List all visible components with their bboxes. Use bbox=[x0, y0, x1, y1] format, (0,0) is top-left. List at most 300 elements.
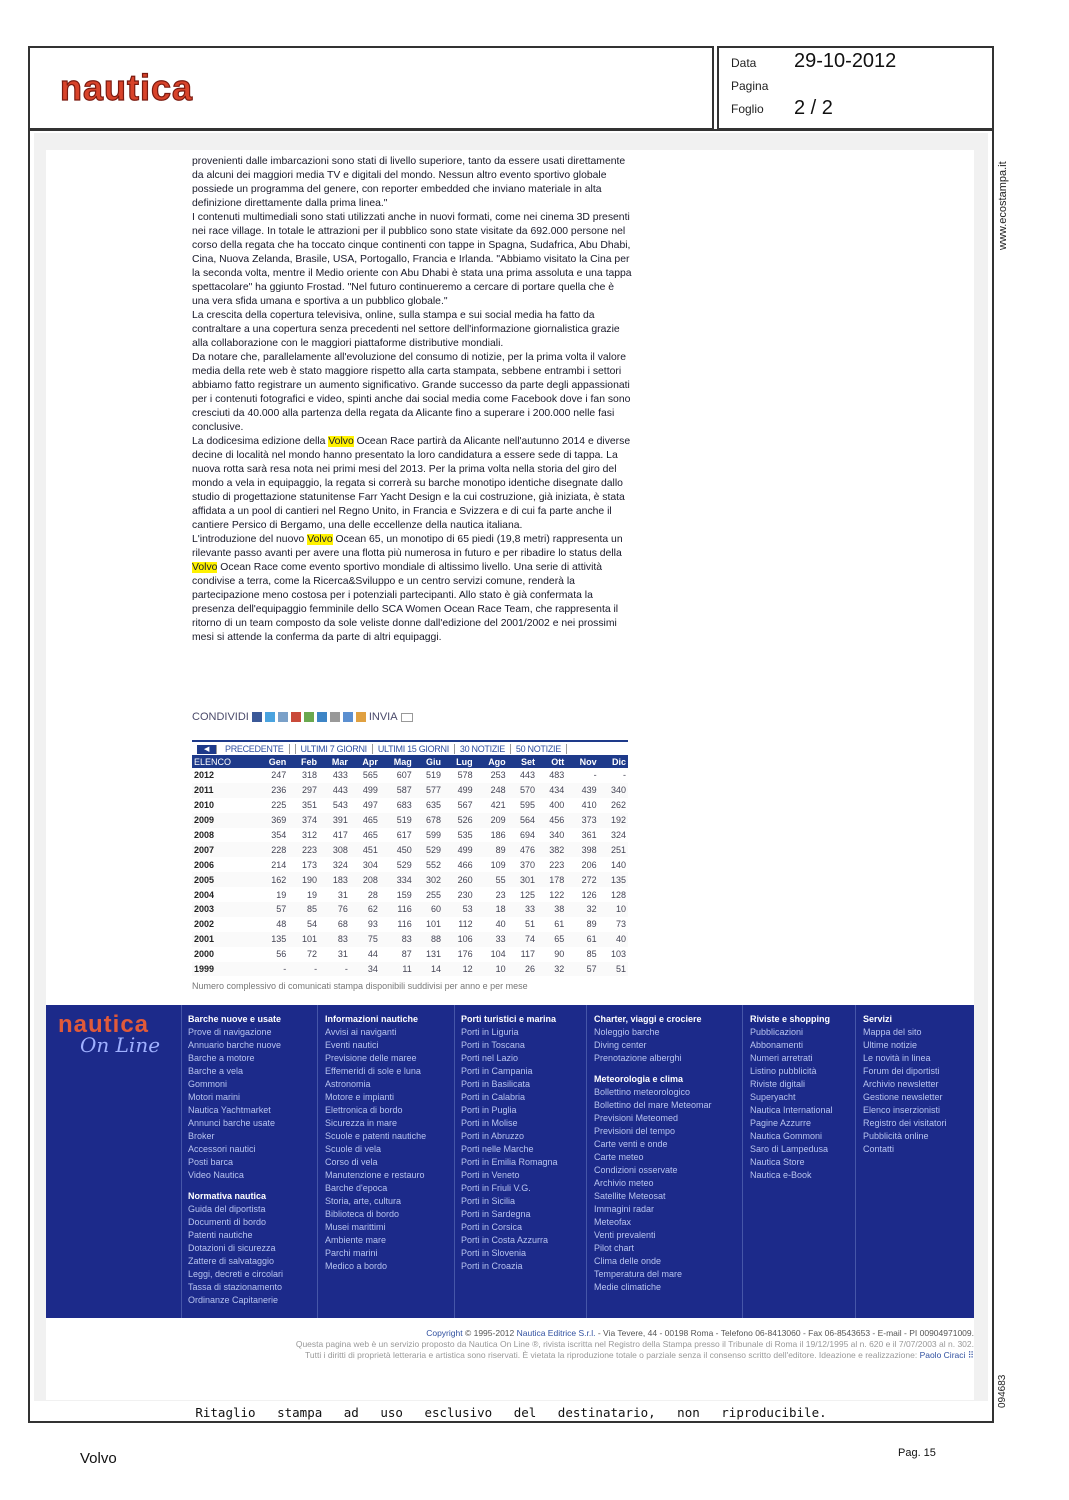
footer-link[interactable]: Nautica International bbox=[750, 1105, 833, 1115]
count-cell[interactable]: 450 bbox=[380, 842, 414, 857]
count-cell[interactable]: 206 bbox=[581, 859, 597, 870]
footer-link[interactable]: Porti in Campania bbox=[461, 1066, 533, 1076]
count-cell[interactable]: 126 bbox=[581, 889, 597, 900]
footer-link[interactable]: Motori marini bbox=[188, 1092, 241, 1102]
count-cell[interactable]: 19 bbox=[307, 889, 318, 900]
count-cell[interactable]: 354 bbox=[271, 830, 287, 840]
count-cell[interactable]: 18 bbox=[475, 902, 508, 917]
count-cell[interactable]: 230 bbox=[457, 889, 473, 900]
footer-link[interactable]: Porti in Molise bbox=[461, 1118, 518, 1128]
facebook-icon[interactable] bbox=[252, 712, 262, 722]
count-cell[interactable]: 499 bbox=[443, 783, 475, 798]
share-icon[interactable] bbox=[317, 712, 327, 722]
table-row bbox=[192, 857, 628, 872]
share-icon[interactable] bbox=[304, 712, 314, 722]
footer-link[interactable]: Nautica Store bbox=[750, 1157, 805, 1167]
count-cell[interactable]: 190 bbox=[288, 872, 319, 887]
share-icon[interactable] bbox=[343, 712, 353, 722]
count-cell[interactable]: 131 bbox=[426, 949, 442, 960]
count-cell[interactable]: 456 bbox=[537, 813, 566, 828]
count-cell[interactable]: 308 bbox=[319, 842, 350, 857]
tab-30-notizie[interactable]: 30 NOTIZIE bbox=[455, 744, 511, 754]
count-cell[interactable]: 587 bbox=[380, 783, 414, 798]
count-cell[interactable]: 68 bbox=[337, 919, 348, 930]
footer-link[interactable]: Nautica e-Book bbox=[750, 1170, 812, 1180]
count-cell[interactable]: 529 bbox=[414, 842, 443, 857]
count-cell[interactable]: 223 bbox=[288, 842, 319, 857]
count-cell[interactable]: 262 bbox=[610, 800, 626, 811]
copyright-rights: Tutti i diritti di proprietà letteraria e artistica sono riservati. È vietata la riproduzione totale o parziale senza il consenso scritto dell'editore. Ideazione e realizzazione: bbox=[305, 1350, 920, 1360]
footer-link[interactable]: Pubblicazioni bbox=[750, 1027, 804, 1037]
footer-link[interactable]: Porti in Corsica bbox=[461, 1222, 523, 1232]
footer-link[interactable]: Sicurezza in mare bbox=[325, 1118, 398, 1128]
count-cell[interactable]: 272 bbox=[566, 872, 598, 887]
footer-link[interactable]: Saro di Lampedusa bbox=[750, 1144, 829, 1154]
footer-link[interactable]: Archivio meteo bbox=[594, 1178, 654, 1188]
count-cell[interactable]: 87 bbox=[401, 949, 412, 960]
footer-link[interactable]: Superyacht bbox=[750, 1092, 796, 1102]
footer-link[interactable]: Meteofax bbox=[594, 1217, 632, 1227]
count-cell[interactable]: 34 bbox=[350, 962, 380, 977]
footer-link[interactable]: Satellite Meteosat bbox=[594, 1191, 666, 1201]
count-cell[interactable]: 10 bbox=[475, 962, 508, 977]
count-cell[interactable]: 128 bbox=[610, 889, 626, 900]
count-cell[interactable]: 565 bbox=[362, 770, 378, 781]
footer-link[interactable]: Broker bbox=[188, 1131, 215, 1141]
count-cell[interactable]: 101 bbox=[288, 932, 319, 947]
count-cell[interactable]: 44 bbox=[367, 949, 378, 960]
count-cell[interactable]: 10 bbox=[599, 902, 628, 917]
count-cell[interactable]: 443 bbox=[319, 783, 350, 798]
count-cell[interactable]: 76 bbox=[319, 902, 350, 917]
count-cell[interactable]: 75 bbox=[350, 932, 380, 947]
count-cell[interactable]: 65 bbox=[537, 932, 566, 947]
count-cell[interactable]: 443 bbox=[519, 770, 535, 781]
footer-link[interactable]: Storia, arte, cultura bbox=[325, 1196, 402, 1206]
footer-link[interactable]: Porti in Sicilia bbox=[461, 1196, 516, 1206]
footer-link[interactable]: Barche a motore bbox=[188, 1053, 255, 1063]
count-cell[interactable]: 140 bbox=[610, 859, 626, 870]
count-cell[interactable]: 122 bbox=[549, 889, 565, 900]
count-cell[interactable]: 535 bbox=[457, 830, 473, 840]
footer-link[interactable]: Diving center bbox=[594, 1040, 647, 1050]
share-icon[interactable] bbox=[291, 712, 301, 722]
count-cell[interactable]: 607 bbox=[396, 770, 412, 781]
footer-link[interactable]: Porti in Emilia Romagna bbox=[461, 1157, 558, 1167]
footer-link[interactable]: Medico a bordo bbox=[325, 1261, 388, 1271]
count-cell[interactable]: 117 bbox=[520, 949, 535, 960]
count-cell[interactable]: 101 bbox=[426, 919, 442, 930]
count-cell[interactable]: 214 bbox=[271, 859, 287, 870]
count-cell[interactable]: 519 bbox=[426, 770, 442, 781]
count-cell[interactable]: 361 bbox=[581, 830, 597, 840]
count-cell[interactable]: 23 bbox=[495, 889, 506, 900]
count-cell[interactable]: 112 bbox=[458, 919, 473, 930]
count-cell[interactable]: 439 bbox=[566, 783, 598, 798]
footer-link[interactable]: Pagine Azzurre bbox=[750, 1118, 812, 1128]
count-cell[interactable]: 421 bbox=[490, 800, 506, 811]
count-cell[interactable]: 32 bbox=[537, 962, 566, 977]
footer-link[interactable]: Prenotazione alberghi bbox=[594, 1053, 682, 1063]
count-cell[interactable]: 369 bbox=[255, 813, 288, 828]
footer-link[interactable]: Dotazioni di sicurezza bbox=[188, 1243, 276, 1253]
tab-50-notizie[interactable]: 50 NOTIZIE bbox=[511, 744, 567, 754]
footer-link[interactable]: Abbonamenti bbox=[750, 1040, 804, 1050]
count-cell[interactable]: 116 bbox=[397, 919, 412, 930]
footer-link[interactable]: Nautica Gommoni bbox=[750, 1131, 823, 1141]
count-cell[interactable]: 173 bbox=[302, 859, 318, 870]
count-cell[interactable]: 382 bbox=[537, 842, 566, 857]
elenco-header: ELENCO bbox=[192, 755, 255, 768]
count-cell[interactable]: 577 bbox=[414, 783, 443, 798]
count-cell[interactable]: 31 bbox=[337, 889, 348, 900]
count-cell[interactable]: 57 bbox=[255, 902, 288, 917]
footer-link[interactable]: Annunci barche usate bbox=[188, 1118, 276, 1128]
ecostampa-url: www.ecostampa.it bbox=[997, 161, 1009, 250]
footer-link[interactable]: Contatti bbox=[863, 1144, 895, 1154]
count-cell[interactable]: 694 bbox=[519, 830, 535, 840]
count-cell[interactable]: - bbox=[319, 962, 350, 977]
count-cell[interactable]: 595 bbox=[519, 800, 535, 811]
count-cell[interactable]: 312 bbox=[302, 830, 318, 840]
count-cell[interactable]: 61 bbox=[566, 932, 598, 947]
table-row bbox=[192, 828, 628, 843]
footer-link[interactable]: Clima delle onde bbox=[594, 1256, 662, 1266]
footer-link[interactable]: Immagini radar bbox=[594, 1204, 655, 1214]
footer-link[interactable]: Numeri arretrati bbox=[750, 1053, 813, 1063]
count-cell[interactable]: 400 bbox=[549, 800, 565, 811]
count-cell[interactable]: 61 bbox=[554, 919, 565, 930]
count-cell[interactable]: 255 bbox=[426, 889, 442, 900]
count-cell[interactable]: 351 bbox=[302, 800, 318, 811]
count-cell[interactable]: 57 bbox=[566, 962, 598, 977]
invia-label[interactable]: INVIA bbox=[368, 711, 398, 723]
count-cell[interactable]: 617 bbox=[396, 830, 412, 840]
count-cell[interactable]: 89 bbox=[586, 919, 597, 930]
count-cell[interactable]: 251 bbox=[599, 842, 628, 857]
count-cell[interactable]: 208 bbox=[350, 872, 380, 887]
count-cell[interactable]: 678 bbox=[414, 813, 443, 828]
count-cell[interactable]: 340 bbox=[549, 830, 565, 840]
table-row bbox=[192, 902, 628, 917]
footer-link[interactable]: Bollettino meteorologico bbox=[594, 1087, 691, 1097]
count-cell[interactable]: 451 bbox=[350, 842, 380, 857]
count-cell[interactable]: 103 bbox=[610, 949, 626, 960]
count-cell[interactable]: 301 bbox=[508, 872, 537, 887]
nautica-online-logo[interactable] bbox=[58, 1011, 168, 1057]
tab-ultimi-7[interactable]: ULTIMI 7 GIORNI bbox=[296, 744, 373, 754]
count-cell[interactable]: 74 bbox=[508, 932, 537, 947]
footer-link[interactable]: Registro dei visitatori bbox=[863, 1118, 947, 1128]
footer-link[interactable]: Porti in Liguria bbox=[461, 1027, 519, 1037]
count-cell[interactable]: 53 bbox=[443, 902, 475, 917]
count-cell[interactable]: - bbox=[593, 770, 597, 781]
count-cell[interactable]: 162 bbox=[255, 872, 288, 887]
count-cell[interactable]: 83 bbox=[380, 932, 414, 947]
share-icon[interactable] bbox=[278, 712, 288, 722]
footer-link[interactable]: Avvisi ai naviganti bbox=[325, 1027, 397, 1037]
author-link[interactable]: Paolo Ciraci bbox=[919, 1350, 966, 1360]
footer-link[interactable]: Accessori nautici bbox=[188, 1144, 256, 1154]
footer-link[interactable]: Riviste digitali bbox=[750, 1079, 806, 1089]
count-cell[interactable]: 236 bbox=[255, 783, 288, 798]
footer-link[interactable]: Noleggio barche bbox=[594, 1027, 660, 1037]
footer-link[interactable]: Porti in Costa Azzurra bbox=[461, 1235, 549, 1245]
count-cell[interactable]: 578 bbox=[457, 770, 473, 781]
count-cell[interactable]: 374 bbox=[288, 813, 319, 828]
footer-link[interactable]: Annuario barche nuove bbox=[188, 1040, 282, 1050]
clipping-disclaimer: Ritaglio stampa ad uso esclusivo del destinatario, non riproducibile. bbox=[195, 1405, 827, 1420]
count-cell[interactable]: 297 bbox=[288, 783, 319, 798]
footer-link[interactable]: Pubblicità online bbox=[863, 1131, 929, 1141]
table-row bbox=[192, 768, 628, 783]
count-cell[interactable]: 176 bbox=[457, 949, 473, 960]
count-cell[interactable]: 135 bbox=[599, 872, 628, 887]
count-cell[interactable]: 483 bbox=[549, 770, 565, 781]
tab-ultimi-15[interactable]: ULTIMI 15 GIORNI bbox=[373, 744, 455, 754]
footer-link[interactable]: Listino pubblicità bbox=[750, 1066, 817, 1076]
mail-icon[interactable] bbox=[401, 713, 413, 722]
footer-link[interactable]: Astronomia bbox=[325, 1079, 371, 1089]
footer-link[interactable]: Patenti nautiche bbox=[188, 1230, 253, 1240]
footer-link[interactable]: Porti in Basilicata bbox=[461, 1079, 531, 1089]
footer-link[interactable]: Prove di navigazione bbox=[188, 1027, 272, 1037]
footer-link[interactable]: Corso di vela bbox=[325, 1157, 378, 1167]
count-cell[interactable]: 72 bbox=[307, 949, 318, 960]
count-cell[interactable]: 56 bbox=[276, 949, 287, 960]
footer-link[interactable]: Carte venti e onde bbox=[594, 1139, 668, 1149]
footer-link[interactable]: Scuole di vela bbox=[325, 1144, 382, 1154]
footer-link[interactable]: Porti in Puglia bbox=[461, 1105, 517, 1115]
count-cell[interactable]: 476 bbox=[508, 842, 537, 857]
footer-link[interactable]: Parchi marini bbox=[325, 1248, 378, 1258]
footer-link[interactable]: Zattere di salvataggio bbox=[188, 1256, 275, 1266]
footer-link[interactable]: Porti in Slovenia bbox=[461, 1248, 527, 1258]
footer-link[interactable]: Forum dei diportisti bbox=[863, 1066, 940, 1076]
count-cell[interactable]: 183 bbox=[319, 872, 350, 887]
footer-link[interactable]: Porti in Toscana bbox=[461, 1040, 525, 1050]
count-cell[interactable]: 302 bbox=[414, 872, 443, 887]
footer-logo-bottom: On Line bbox=[80, 1033, 161, 1057]
footer-link[interactable]: Manutenzione e restauro bbox=[325, 1170, 425, 1180]
count-cell[interactable]: 89 bbox=[475, 842, 508, 857]
count-cell[interactable]: 93 bbox=[367, 919, 378, 930]
count-cell[interactable]: 60 bbox=[414, 902, 443, 917]
footer-link[interactable]: Eventi nautici bbox=[325, 1040, 379, 1050]
footer-link[interactable]: Le novità in linea bbox=[863, 1053, 931, 1063]
count-cell[interactable]: 228 bbox=[255, 842, 288, 857]
count-cell[interactable]: 324 bbox=[332, 859, 348, 870]
footer-link[interactable]: Scuole e patenti nautiche bbox=[325, 1131, 427, 1141]
count-cell[interactable]: 635 bbox=[426, 800, 442, 811]
count-cell[interactable]: 12 bbox=[443, 962, 475, 977]
footer-link[interactable]: Effemeridi di sole e luna bbox=[325, 1066, 421, 1076]
footer-link[interactable]: Elettronica di bordo bbox=[325, 1105, 403, 1115]
footer-link[interactable]: Gommoni bbox=[188, 1079, 228, 1089]
count-cell[interactable]: 186 bbox=[490, 830, 506, 840]
count-cell[interactable]: 83 bbox=[319, 932, 350, 947]
footer-link[interactable]: Video Nautica bbox=[188, 1170, 244, 1180]
count-cell[interactable]: 90 bbox=[554, 949, 565, 960]
footer-link[interactable]: Ultime notizie bbox=[863, 1040, 918, 1050]
footer-link[interactable]: Musei marittimi bbox=[325, 1222, 386, 1232]
count-cell[interactable]: 73 bbox=[615, 919, 626, 930]
footer-link[interactable]: Porti in Calabria bbox=[461, 1092, 526, 1102]
count-cell[interactable]: 567 bbox=[457, 800, 473, 811]
count-cell[interactable]: 31 bbox=[337, 949, 348, 960]
footer-link[interactable]: Porti in Croazia bbox=[461, 1261, 523, 1271]
count-cell[interactable]: 318 bbox=[302, 770, 318, 781]
footer-link[interactable]: Guida del diportista bbox=[188, 1204, 266, 1214]
count-cell[interactable]: 465 bbox=[350, 813, 380, 828]
year-cell: 2007 bbox=[192, 842, 255, 857]
footer-link[interactable]: Documenti di bordo bbox=[188, 1217, 267, 1227]
count-cell[interactable]: 398 bbox=[566, 842, 598, 857]
footer-link[interactable]: Motore e impianti bbox=[325, 1092, 395, 1102]
count-cell[interactable]: 410 bbox=[581, 800, 597, 811]
footer-link[interactable]: Previsioni del tempo bbox=[594, 1126, 676, 1136]
count-cell[interactable]: 33 bbox=[475, 932, 508, 947]
tab-precedente[interactable] bbox=[192, 744, 296, 754]
count-cell[interactable]: 570 bbox=[508, 783, 537, 798]
count-cell[interactable]: 19 bbox=[276, 889, 287, 900]
count-cell[interactable]: 340 bbox=[599, 783, 628, 798]
footer-link[interactable]: Barche d'epoca bbox=[325, 1183, 388, 1193]
count-cell[interactable]: 223 bbox=[549, 859, 565, 870]
count-cell[interactable]: 599 bbox=[426, 830, 442, 840]
count-cell[interactable]: 434 bbox=[537, 783, 566, 798]
count-cell[interactable]: 370 bbox=[519, 859, 535, 870]
footer-link[interactable]: Previsioni Meteomed bbox=[594, 1113, 679, 1123]
footer-link[interactable]: Ambiente mare bbox=[325, 1235, 387, 1245]
count-cell[interactable]: 28 bbox=[367, 889, 378, 900]
count-cell[interactable]: 88 bbox=[414, 932, 443, 947]
count-cell[interactable]: 104 bbox=[490, 949, 506, 960]
share-icon[interactable] bbox=[356, 712, 366, 722]
count-cell[interactable]: 334 bbox=[380, 872, 414, 887]
count-cell[interactable]: 33 bbox=[508, 902, 537, 917]
count-cell[interactable]: 253 bbox=[490, 770, 506, 781]
footer-link[interactable]: Porti nelle Marche bbox=[461, 1144, 534, 1154]
count-cell[interactable]: 683 bbox=[396, 800, 412, 811]
count-cell[interactable]: 159 bbox=[396, 889, 412, 900]
site-footer bbox=[46, 1005, 974, 1318]
footer-link[interactable]: Barche a vela bbox=[188, 1066, 244, 1076]
count-cell[interactable]: 192 bbox=[599, 813, 628, 828]
footer-logo-top: nautica bbox=[58, 1011, 150, 1038]
publisher-link[interactable]: Nautica Editrice S.r.l. bbox=[516, 1328, 596, 1338]
footer-link[interactable]: Porti nel Lazio bbox=[461, 1053, 519, 1063]
footer-link[interactable]: Medie climatiche bbox=[594, 1282, 662, 1292]
count-cell[interactable]: 248 bbox=[475, 783, 508, 798]
count-cell[interactable]: 260 bbox=[443, 872, 475, 887]
count-cell[interactable]: 116 bbox=[380, 902, 414, 917]
count-cell[interactable]: 526 bbox=[443, 813, 475, 828]
count-cell[interactable]: 247 bbox=[271, 770, 287, 781]
copyright-link[interactable]: Copyright bbox=[426, 1328, 463, 1338]
footer-link[interactable]: Porti in Sardegna bbox=[461, 1209, 531, 1219]
count-cell[interactable]: 209 bbox=[475, 813, 508, 828]
count-cell[interactable]: 51 bbox=[599, 962, 628, 977]
count-cell[interactable]: 497 bbox=[362, 800, 378, 811]
footer-link[interactable]: Carte meteo bbox=[594, 1152, 644, 1162]
footer-link[interactable]: Porti in Friuli V.G. bbox=[461, 1183, 531, 1193]
count-cell[interactable]: 304 bbox=[362, 859, 378, 870]
count-cell[interactable]: 109 bbox=[490, 859, 506, 870]
count-cell[interactable]: 54 bbox=[307, 919, 318, 930]
footer-link[interactable]: Elenco inserzionisti bbox=[863, 1105, 941, 1115]
footer-link[interactable]: Mappa del sito bbox=[863, 1027, 922, 1037]
count-cell[interactable]: - bbox=[255, 962, 288, 977]
footer-link[interactable]: Previsione delle maree bbox=[325, 1053, 417, 1063]
footer-link[interactable]: Venti prevalenti bbox=[594, 1230, 656, 1240]
count-cell[interactable]: 40 bbox=[599, 932, 628, 947]
footer-link[interactable]: Nautica Yachtmarket bbox=[188, 1105, 271, 1115]
count-cell[interactable]: 48 bbox=[276, 919, 287, 930]
count-cell[interactable]: 106 bbox=[443, 932, 475, 947]
count-cell[interactable]: 11 bbox=[380, 962, 414, 977]
count-cell[interactable]: 125 bbox=[519, 889, 535, 900]
footer-link[interactable]: Bollettino del mare Meteomar bbox=[594, 1100, 712, 1110]
count-cell[interactable]: 26 bbox=[508, 962, 537, 977]
footer-link[interactable]: Tassa di stazionamento bbox=[188, 1282, 283, 1292]
count-cell[interactable]: 51 bbox=[524, 919, 535, 930]
count-cell[interactable]: 14 bbox=[414, 962, 443, 977]
count-cell[interactable]: 543 bbox=[332, 800, 348, 811]
share-icon[interactable] bbox=[330, 712, 340, 722]
footer-link[interactable]: Archivio newsletter bbox=[863, 1079, 939, 1089]
footer-link[interactable]: Porti in Veneto bbox=[461, 1170, 520, 1180]
count-cell[interactable]: 373 bbox=[566, 813, 598, 828]
footer-link[interactable]: Porti in Abruzzo bbox=[461, 1131, 525, 1141]
footer-link[interactable]: Leggi, decreti e circolari bbox=[188, 1269, 284, 1279]
count-cell[interactable]: 55 bbox=[475, 872, 508, 887]
count-cell[interactable]: 85 bbox=[288, 902, 319, 917]
footer-link[interactable]: Biblioteca di bordo bbox=[325, 1209, 400, 1219]
count-cell[interactable]: 466 bbox=[457, 859, 473, 870]
count-cell[interactable]: 433 bbox=[332, 770, 348, 781]
count-cell[interactable]: - bbox=[623, 770, 626, 781]
count-cell[interactable]: 552 bbox=[426, 859, 442, 870]
count-cell[interactable]: 225 bbox=[271, 800, 287, 811]
count-cell[interactable]: - bbox=[288, 962, 319, 977]
footer-link[interactable]: Condizioni osservate bbox=[594, 1165, 678, 1175]
footer-link[interactable]: Posti barca bbox=[188, 1157, 234, 1167]
count-cell[interactable]: 499 bbox=[350, 783, 380, 798]
footer-link[interactable]: Temperatura del mare bbox=[594, 1269, 683, 1279]
count-cell[interactable]: 564 bbox=[508, 813, 537, 828]
footer-link[interactable]: Gestione newsletter bbox=[863, 1092, 943, 1102]
count-cell[interactable]: 391 bbox=[319, 813, 350, 828]
footer-link[interactable]: Ordinanze Capitanerie bbox=[188, 1295, 279, 1305]
count-cell[interactable]: 324 bbox=[610, 830, 626, 840]
count-cell[interactable]: 85 bbox=[586, 949, 597, 960]
count-cell[interactable]: 178 bbox=[537, 872, 566, 887]
count-cell[interactable]: 465 bbox=[362, 830, 378, 840]
count-cell[interactable]: 417 bbox=[332, 830, 348, 840]
count-cell[interactable]: 32 bbox=[566, 902, 598, 917]
count-cell[interactable]: 499 bbox=[443, 842, 475, 857]
count-cell[interactable]: 62 bbox=[350, 902, 380, 917]
count-cell[interactable]: 529 bbox=[396, 859, 412, 870]
footer-link[interactable]: Pilot chart bbox=[594, 1243, 635, 1253]
count-cell[interactable]: 38 bbox=[537, 902, 566, 917]
table-row bbox=[192, 962, 628, 977]
count-cell[interactable]: 40 bbox=[495, 919, 506, 930]
twitter-icon[interactable] bbox=[265, 712, 275, 722]
count-cell[interactable]: 519 bbox=[380, 813, 414, 828]
count-cell[interactable]: 135 bbox=[255, 932, 288, 947]
